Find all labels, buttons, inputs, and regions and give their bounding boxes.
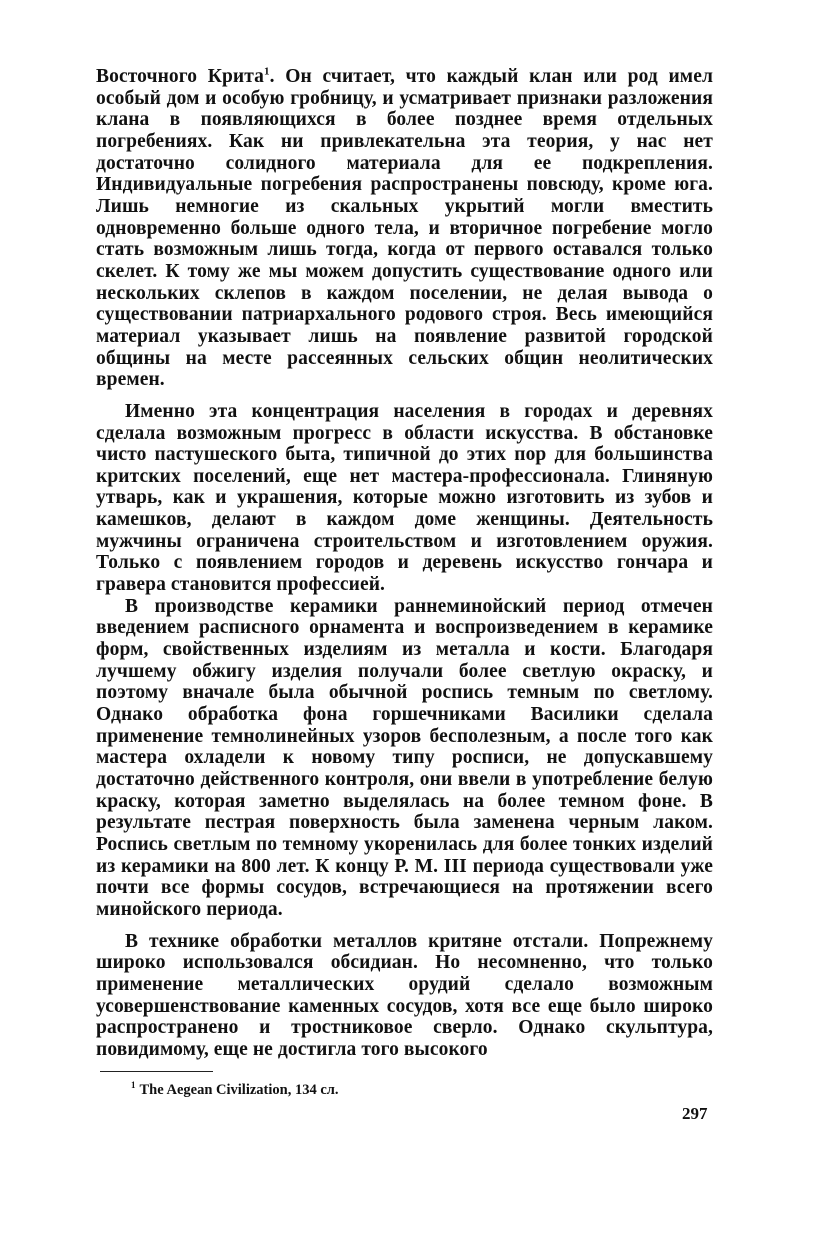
paragraph-1-start: Восточного Крита (96, 66, 265, 87)
paragraph-2: Именно эта концентрация населения в городах и деревнях сделала возможным прогресс в области искусства. В обстановке чисто пастушеского быта, типичной до этих пор для большинства критских поселений, еще нет мастера-профессионала. Глиняную утварь, как и украшения, которые можно изготовить из зубов и камешков, делают в каждом доме женщины. Деятельность мужчины ограничена строительством и изготовлением оружия. Только с появлением городов и деревень искусство гончара и гравера становится профессией. (96, 400, 713, 596)
footnote-reference: 1 (264, 65, 270, 78)
paragraph-4: В технике обработки металлов критяне отстали. Попрежнему широко использовался обсидиан. Но несомненно, что только применение металлических орудий сделало возможным усовершенствование каменных сосудов, хотя все еще было широко распространено и тростниковое сверло. Однако скульптура, повидимому, еще не достигла того высокого (96, 930, 713, 1060)
footnote-marker: 1 (131, 1080, 136, 1091)
footnote (131, 1081, 339, 1099)
page-number: 297 (682, 1104, 708, 1123)
body-text (96, 66, 713, 1061)
paragraph-3: В производстве керамики раннеминойский период отмечен введением расписного орнамента и воспроизведением в керамике форм, свойственных изделиям из металла и кости. Благодаря лучшему обжигу изделия получали более светлую окраску, и поэтому вначале была обычной роспись темным по светлому. Однако обработка фона горшечниками Василики сделала применение темнолинейных узоров бесполезным, а после того как мастера охладели к новому типу росписи, не допускавшему достаточно действенного контроля, они ввели в употребление белую краску, которая заметно выделялась на более темном фоне. В результате пестрая поверхность была заменена черным лаком. Роспись светлым по темному укоренилась для более тонких изделий из керамики на 800 лет. К концу Р. М. III периода существовали уже почти все формы сосудов, встречающиеся на протяжении всего минойского периода. (96, 595, 713, 920)
footnote-text: The Aegean Civilization, 134 сл. (139, 1082, 339, 1098)
footnote-divider (100, 1071, 213, 1072)
paragraph-1 (96, 66, 713, 391)
paragraph-1-rest: . Он считает, что каждый клан или род имел особый дом и особую гробницу, и усматривает признаки разложения клана в появляющихся в более позднее время отдельных погребениях. Как ни привлекательна эта теория, у нас нет достаточно солидного материала для ее подкрепления. Индивидуальные погребения распространены повсюду, кроме юга. Лишь немногие из скальных укрытий могли вместить одновременно больше одного тела, и вторичное погребение могло стать возможным лишь тогда, когда от первого оставался только скелет. К тому же мы можем допустить существование одного или нескольких склепов в каждом поселении, не делая вывода о существовании патриархального родового строя. Весь имеющийся материал указывает лишь на появление развитой городской общины на месте рассеянных сельских общин неолитических времен. (96, 66, 713, 391)
